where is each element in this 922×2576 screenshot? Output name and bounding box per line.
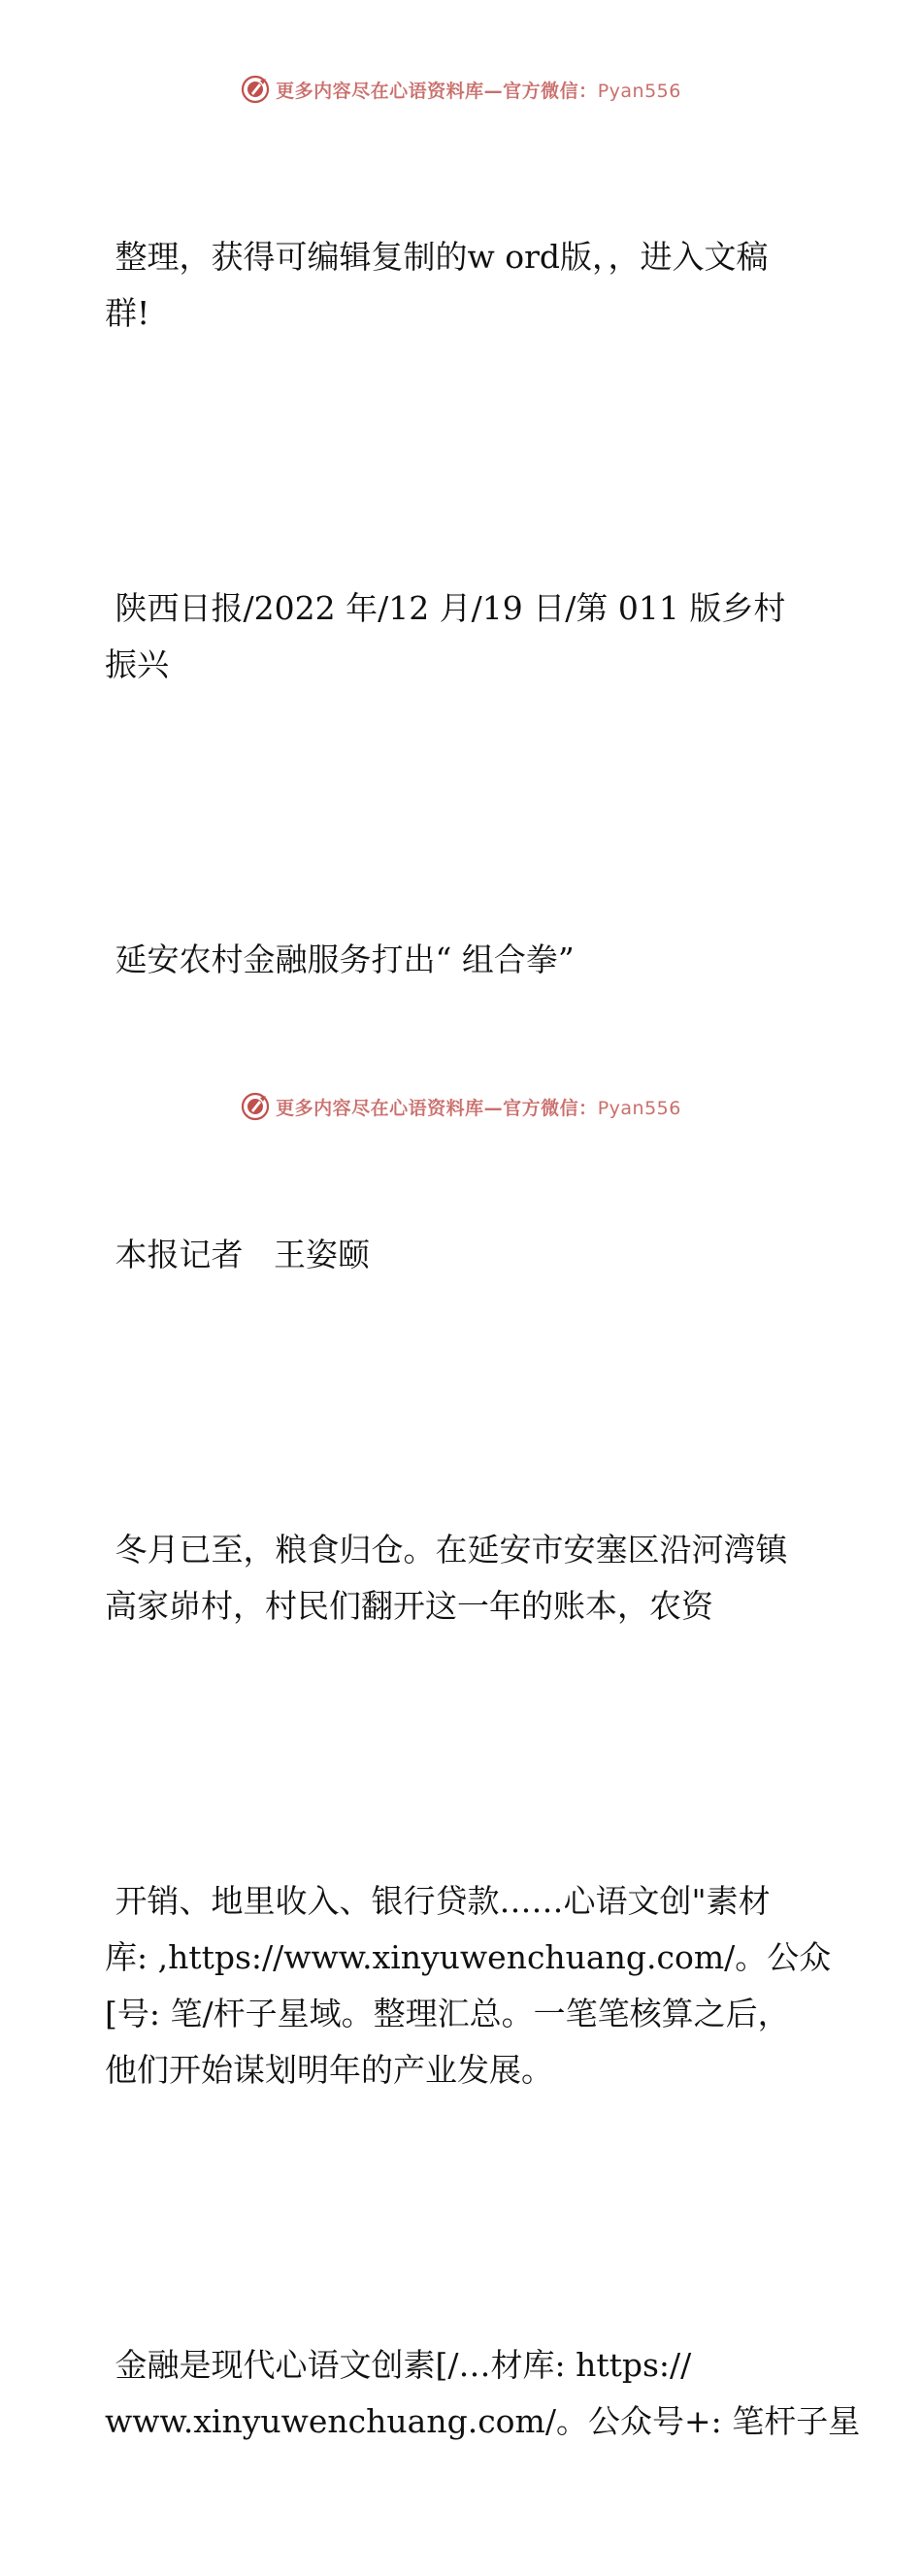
watermark-text: [276, 1094, 681, 1120]
text-line: 冬月已至，粮食归仓。在延安市安塞区沿河湾镇: [105, 1531, 788, 1569]
paragraph-body-3: [93, 2225, 861, 2562]
watermark-slogan: 更多内容尽在心语资料库: [276, 1097, 484, 1119]
text-line: [号: 笔/杆子星域。整理汇总。一笔笔核算之后，: [105, 1995, 790, 2032]
text-line: 本报记者 王姿颐: [105, 1236, 370, 1273]
text-line: 振兴: [105, 645, 169, 683]
text-line: www.xinyuwenchuang.com/。公众号+: 笔杆子星: [105, 2402, 861, 2440]
watermark-text: [276, 77, 681, 103]
paragraph-body-1: [93, 1409, 811, 1747]
paragraph-intro-note: [93, 116, 811, 454]
watermark-contact-label: 官方微信：: [503, 80, 598, 102]
text-line: 整理，获得可编辑复制的w ord版，，进入文稿: [105, 238, 769, 276]
watermark-dash: —: [483, 1097, 504, 1119]
paragraph-byline: [93, 1114, 811, 1396]
pen-circle-logo-icon: [241, 75, 270, 104]
paragraph-body-2: [93, 1761, 832, 2211]
text-line: 陕西日报/2022 年/12 月/19 日/第 011 版乡村: [105, 589, 786, 627]
text-line: 高家峁村，村民们翻开这一年的账本，农资: [105, 1587, 713, 1625]
text-line: 他们开始谋划明年的产业发展。: [105, 2051, 553, 2089]
paragraph-article-title: [93, 819, 811, 1101]
watermark-dash: —: [483, 80, 504, 102]
text-line: 开销、地里收入、银行贷款……心语文创"素材: [105, 1882, 771, 1920]
watermark-contact-id: Pyan556: [597, 1097, 681, 1119]
header-watermark-banner: [0, 70, 922, 109]
footer-watermark-banner: [0, 1087, 922, 1126]
paragraph-source-info: [93, 468, 811, 806]
watermark-slogan: 更多内容尽在心语资料库: [276, 80, 484, 102]
document-body: [93, 116, 861, 2576]
watermark-contact-id: Pyan556: [597, 80, 681, 102]
text-line: 延安农村金融服务打出“ 组合拳”: [105, 941, 575, 978]
text-line: 金融是现代心语文创素[/…材库: https://: [105, 2346, 692, 2384]
text-line: 库: ,https://www.xinyuwenchuang.com/。公众: [105, 1938, 832, 1976]
pen-circle-logo-icon: [241, 1092, 270, 1121]
watermark-contact-label: 官方微信：: [503, 1097, 598, 1119]
text-line: 群!: [105, 294, 150, 332]
